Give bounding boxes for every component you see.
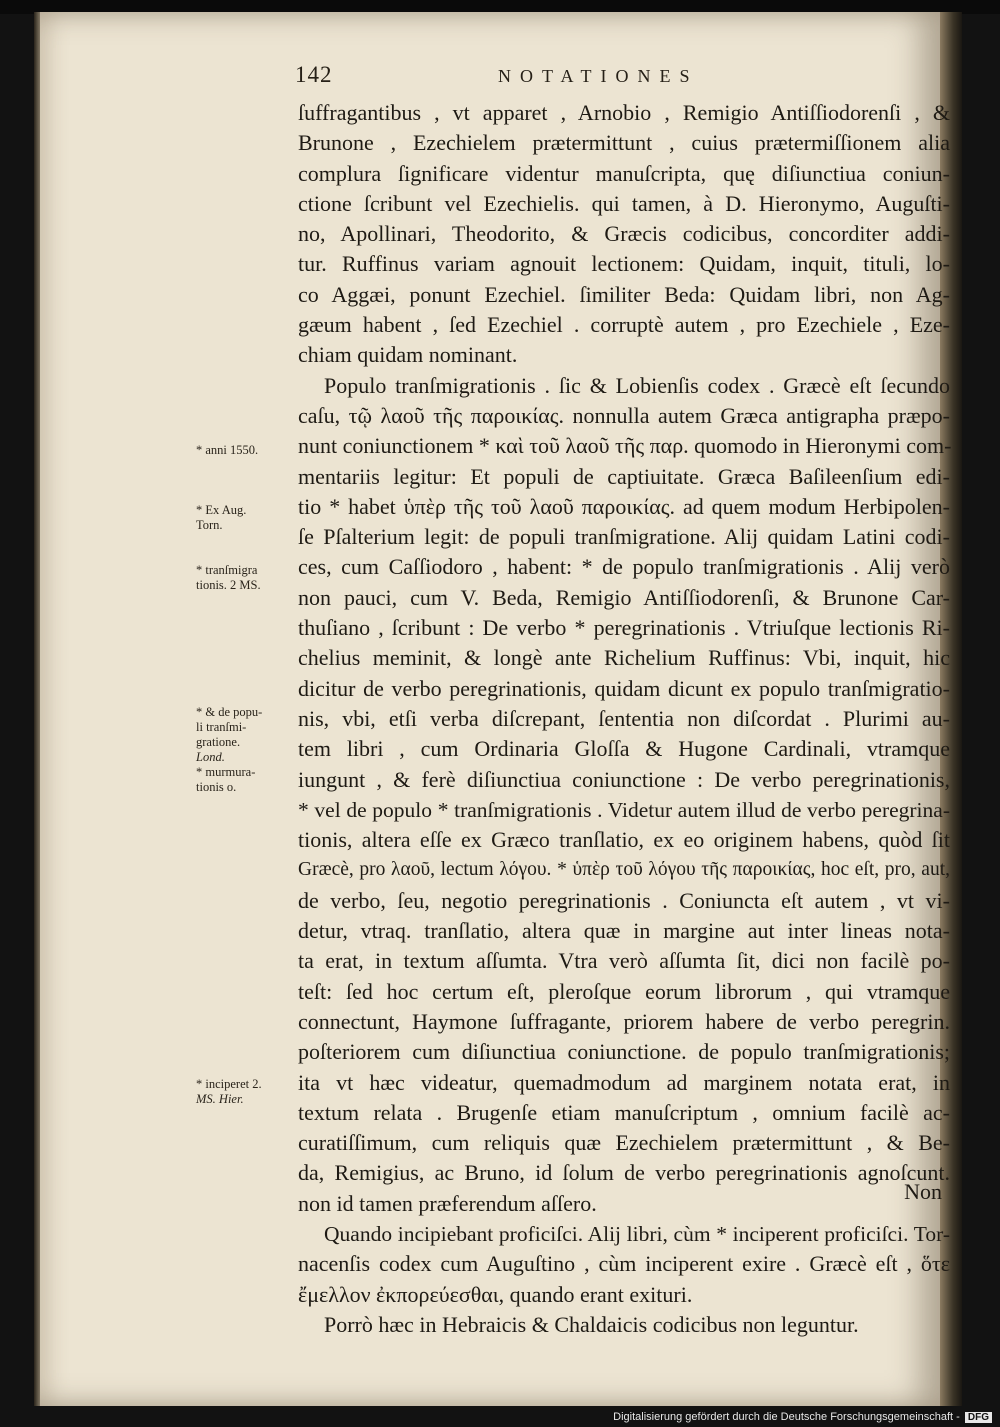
text-line: iungunt , & ferè diſiunctiua coniunctione : De verbo peregrinationis, <box>298 766 950 792</box>
running-head <box>0 62 1000 94</box>
text-line: detur, vtraq. tranſlatio, altera quæ in margine aut inter lineas nota- <box>298 918 950 944</box>
text-line: chelius meminit, & longè ante Richelium Ruffinus: Vbi, inquit, hic <box>298 645 950 671</box>
text-line: textum relata . Brugenſe etiam manuſcriptum , omnium facilè ac- <box>298 1099 950 1125</box>
text-line: nunt coniunctionem * καὶ τοῦ λαοῦ τῆς παρ. quomodo in Hieronymi com- <box>298 433 952 459</box>
running-head-title: NOTATIONES <box>498 66 699 86</box>
margin-note-line: Lond. <box>196 750 225 764</box>
text-line: nacenſis codex cum Auguſtino , cùm inciperent exire . Græcè eſt , ὅτε <box>298 1251 950 1277</box>
text-line: de verbo, ſeu, negotio peregrinationis . Coniuncta eſt autem , vt vi- <box>298 887 950 913</box>
text-line: ἔμελλον ἐκπορεύεσθαι, quando erant exituri. <box>298 1281 693 1307</box>
margin-note-anni <box>196 443 258 458</box>
text-line: ita vt hæc videatur, quemadmodum ad marginem notata erat, in <box>298 1069 950 1095</box>
text-line: non pauci, cum V. Beda, Remigio Antiſſiodorenſi, & Brunone Car- <box>298 584 950 610</box>
body-text <box>298 98 950 1340</box>
text-line: poſteriorem cum diſiunctiua coniunctione. de populo tranſmigrationis; <box>298 1039 950 1065</box>
text-line: tem libri , cum Ordinaria Gloſſa & Hugone Cardinali, vtramque <box>298 736 950 762</box>
text-line: Brunone , Ezechielem prætermittunt , cuius prætermiſſionem alia <box>298 130 950 156</box>
text-line: tio * habet ὑπὲρ τῆς τοῦ λαοῦ παροικίας. ad quem modum Herbipolen- <box>298 493 950 519</box>
text-line: tionis, altera eſſe ex Græco tranſlatio, ex eo originem habens, quòd ſit <box>298 827 950 853</box>
text-line: dicitur de verbo peregrinationis, quidam dicunt ex populo tranſmigratio- <box>298 675 950 701</box>
text-line: thuſiano , ſcribunt : De verbo * peregrinationis . Vtriuſque lectionis Ri- <box>298 615 950 641</box>
text-line: no, Apollinari, Theodorito, & Græcis codicibus, concorditer addi- <box>298 221 950 247</box>
text-line: ctione ſcribunt vel Ezechielis. qui tamen, à D. Hieronymo, Auguſti- <box>298 190 950 216</box>
margin-note-inciperet <box>196 1077 262 1107</box>
catchword: Non <box>904 1179 942 1204</box>
margin-note-line: * tranſmigra <box>196 563 258 577</box>
text-line: connectunt, Haymone ſuffragante, priorem habere de verbo peregrin. <box>298 1008 950 1034</box>
text-line: caſu, τῷ λαοῦ τῆς παροικίας. nonnulla autem Græca antigrapha præpo- <box>298 402 950 428</box>
margin-note-line: * inciperet 2. <box>196 1077 262 1091</box>
dfg-logo: DFG <box>965 1412 992 1423</box>
text-line: ta erat, in textum aſſumta. Vtra verò aſſumta ſit, dici non facilè po- <box>298 948 950 974</box>
margin-note-line: tionis. 2 MS. <box>196 578 261 592</box>
margin-note-line: tionis o. <box>196 780 237 794</box>
text-line: Porrò hæc in Hebraicis & Chaldaicis codicibus non leguntur. <box>324 1311 859 1337</box>
text-line: mentariis legitur: Et populi de captiuitate. Græca Baſileenſium edi- <box>298 463 950 489</box>
text-line: gæum habent , ſed Ezechiel . corruptè autem , pro Ezechiele , Eze- <box>298 312 950 338</box>
margin-note-line: Torn. <box>196 518 223 532</box>
margin-note-line: MS. Hier. <box>196 1092 244 1106</box>
page-number: 142 <box>295 62 333 87</box>
margin-note-ex-aug <box>196 503 246 533</box>
text-line: tur. Ruffinus variam agnouit lectionem: Quidam, inquit, tituli, lo- <box>298 251 950 277</box>
margin-note-line: * anni 1550. <box>196 443 259 457</box>
margin-note-line: * & de popu- <box>196 705 263 719</box>
text-line: teſt: ſed hoc certum eſt, pleroſque eorum librorum , qui vtramque <box>298 978 950 1004</box>
text-line: non id tamen præferendum aſſero. <box>298 1190 597 1216</box>
margin-note-line: * Ex Aug. <box>196 503 247 517</box>
text-line: * vel de populo * tranſmigrationis . Videtur autem illud de verbo peregrina- <box>298 797 950 822</box>
margin-note-line: gratione. <box>196 735 241 749</box>
text-line: ces, cum Caſſiodoro , habent: * de populo tranſmigrationis . Alij verò <box>298 554 950 580</box>
footer-credit <box>613 1411 992 1423</box>
text-line: ſe Pſalterium legit: de populi tranſmigratione. Alij quidam Latini codi- <box>298 524 950 550</box>
footer-credit-text: Digitalisierung gefördert durch die Deutsche Forschungsgemeinschaft - <box>613 1411 960 1423</box>
text-line: ſuffragantibus , vt apparet , Arnobio , Remigio Antiſſiodorenſi , & <box>298 100 950 125</box>
text-line: co Aggæi, ponunt Ezechiel. ſimiliter Beda: Quidam libri, non Ag- <box>298 281 950 307</box>
text-line: da, Remigius, ac Bruno, id ſolum de verbo peregrinationis agnoſcunt. <box>298 1160 950 1186</box>
text-line: complura ſignificare videntur manuſcripta, quę diſiunctiua coniun- <box>298 160 950 186</box>
margin-note-transmigra <box>196 563 261 593</box>
text-line: chiam quidam nominant. <box>298 342 518 368</box>
text-line: nis, vbi, etſi verba diſcrepant, ſententia non diſcordat . Plurimi au- <box>298 705 950 731</box>
text-line: curatiſſimum, cum reliquis quæ Ezechielem prætermittunt , & Be- <box>298 1130 950 1156</box>
margin-note-line: * murmura- <box>196 765 256 779</box>
text-line: Græcè, pro λαοῦ, lectum λόγου. * ὑπὲρ τοῦ λόγου τῆς παροικίας, hoc eſt, pro, aut, <box>298 859 950 881</box>
text-line: Quando incipiebant proficiſci. Alij libri, cùm * inciperent proficiſci. Tor- <box>324 1221 950 1246</box>
margin-note-de-populi <box>196 705 262 795</box>
margin-note-line: li tranſmi- <box>196 720 247 734</box>
text-line: Populo tranſmigrationis . ſic & Lobienſis codex . Græcè eſt ſecundo <box>324 372 950 398</box>
